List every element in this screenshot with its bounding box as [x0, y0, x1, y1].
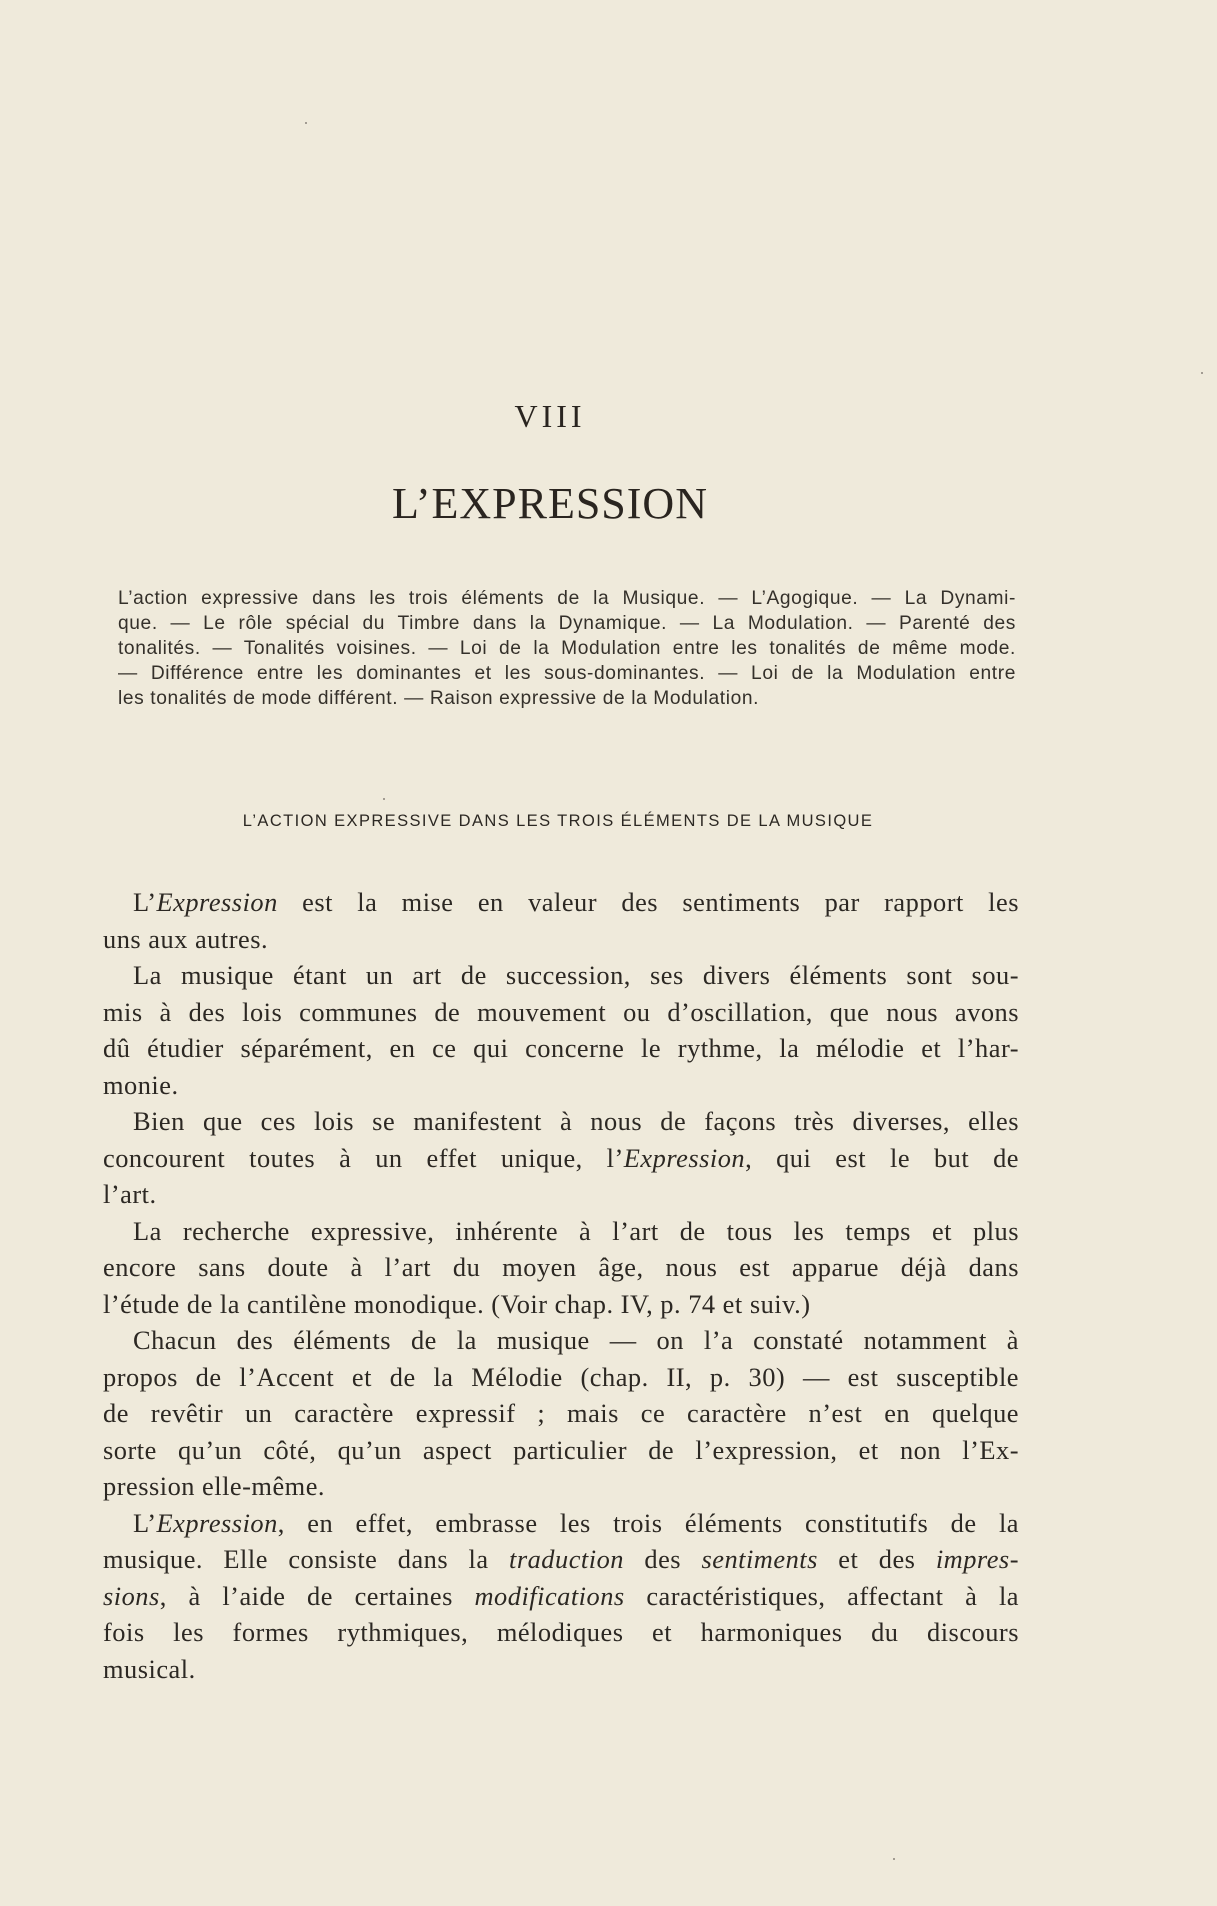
paragraph-line: de revêtir un caractère expressif ; mais ce caractère n’est en quelque: [103, 1398, 1019, 1428]
paragraph-line: fois les formes rythmiques, mélodiques et harmoniques du discours: [103, 1617, 1019, 1647]
summary-line: que. — Le rôle spécial du Timbre dans la Dynamique. — La Modulation. — Parenté des: [118, 613, 1016, 634]
paragraph-line: sions, à l’aide de certaines modifications caractéristiques, affectant à la: [103, 1580, 1019, 1611]
paragraph-line: Chacun des éléments de la musique — on l’a constaté notamment à: [133, 1325, 1019, 1355]
paragraph-line: Bien que ces lois se manifestent à nous de façons très diverses, elles: [133, 1106, 1019, 1136]
paragraph-line: propos de l’Accent et de la Mélodie (chap. II, p. 30) — est susceptible: [103, 1361, 1019, 1392]
paragraph-line: concourent toutes à un effet unique, l’Expression, qui est le but de: [103, 1142, 1019, 1173]
chapter-title: L’EXPRESSION: [392, 479, 708, 528]
paragraph-line: encore sans doute à l’art du moyen âge, nous est apparue déjà dans: [103, 1252, 1019, 1282]
paragraph-line: musique. Elle consiste dans la traduction des sentiments et des impres-: [103, 1544, 1019, 1574]
paragraph-line: l’étude de la cantilène monodique. (Voir chap. IV, p. 74 et suiv.): [103, 1288, 811, 1319]
paragraph-line: sorte qu’un côté, qu’un aspect particulier de l’expression, et non l’Ex-: [103, 1434, 1019, 1465]
summary-line: les tonalités de mode différent. — Raison expressive de la Modulation.: [118, 688, 760, 709]
summary-line: — Différence entre les dominantes et les sous-dominantes. — Loi de la Modulation entre: [118, 663, 1016, 684]
paragraph-line: pression elle-même.: [103, 1471, 326, 1501]
paragraph-line: La recherche expressive, inhérente à l’art de tous les temps et plus: [133, 1215, 1019, 1246]
paragraph-line: L’Expression, en effet, embrasse les trois éléments constitutifs de la: [133, 1507, 1019, 1538]
paragraph-line: mis à des lois communes de mouvement ou d’oscillation, que nous avons: [103, 996, 1019, 1027]
paragraph-line: uns aux autres.: [103, 923, 269, 954]
paragraph-line: La musique étant un art de succession, ses divers éléments sont sou-: [133, 960, 1019, 990]
paragraph-line: dû étudier séparément, en ce qui concerne le rythme, la mélodie et l’har-: [103, 1033, 1019, 1063]
chapter-number: VIII: [514, 398, 586, 434]
paragraph-line: L’Expression est la mise en valeur des sentiments par rapport les: [133, 887, 1019, 917]
section-heading: L’ACTION EXPRESSIVE DANS LES TROIS ÉLÉMENTS DE LA MUSIQUE: [242, 812, 874, 830]
chapter-summary: [118, 586, 1016, 711]
paragraph-line: l’art.: [103, 1179, 157, 1209]
summary-line: tonalités. — Tonalités voisines. — Loi de la Modulation entre les tonalités de même mode.: [118, 638, 1016, 659]
paragraph-line: monie.: [103, 1069, 179, 1100]
paragraph-line: musical.: [103, 1653, 196, 1684]
summary-line: L’action expressive dans les trois éléments de la Musique. — L’Agogique. — La Dynami-: [118, 588, 1016, 609]
body-text: [103, 884, 1019, 1687]
